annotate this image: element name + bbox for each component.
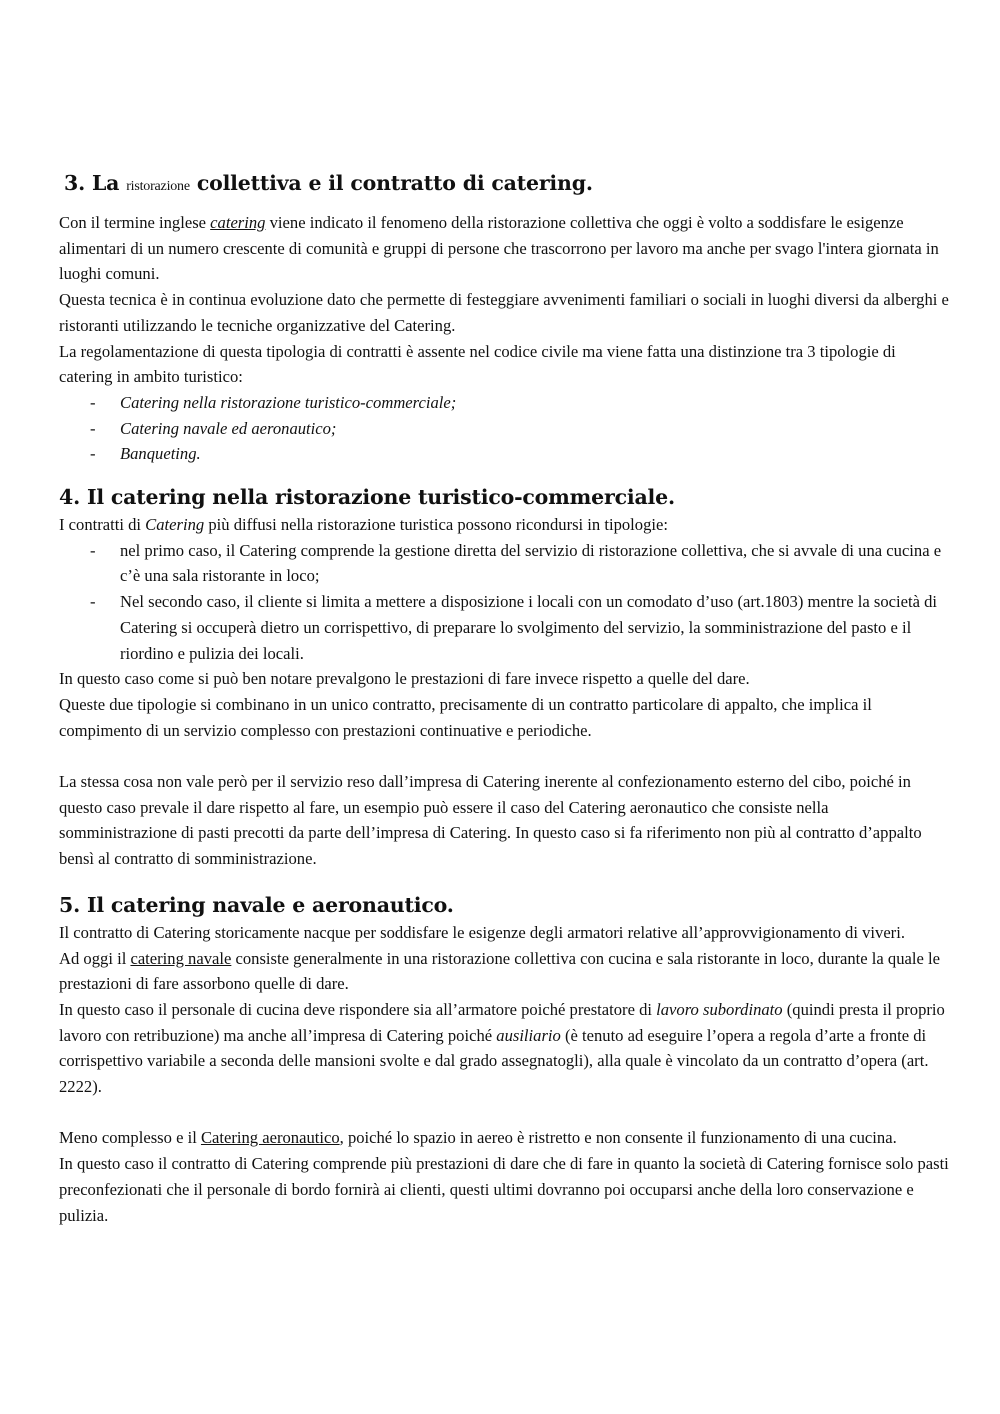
section-5-heading: 5. Il catering navale e aeronautico. xyxy=(59,892,454,917)
section-4-paragraph-1: In questo caso come si può ben notare prevalgono le prestazioni di fare invece rispetto a quelle del dare. xyxy=(59,669,750,689)
list-item: - Catering navale ed aeronautico; xyxy=(90,418,337,438)
section-5-paragraph-2: Ad oggi il catering navale consiste generalmente in una ristorazione collettiva con cucina e sala ristorante in loco, durante la quale le prestazioni di fare assorbono quelle di dare. xyxy=(59,948,940,994)
term-lavoro-subordinato: lavoro subordinato xyxy=(656,999,783,1019)
section-5-paragraph-1: Il contratto di Catering storicamente nacque per soddisfare le esigenze degli armatori relative all’approvvigionamento di viveri. xyxy=(59,922,905,942)
list-item: - Banqueting. xyxy=(90,444,201,464)
section-5-paragraph-4: Meno complesso e il Catering aeronautico, poiché lo spazio in aereo è ristretto e non consente il funzionamento di una cucina. xyxy=(59,1128,897,1148)
section-3-paragraph-2: Questa tecnica è in continua evoluzione dato che permette di festeggiare avvenimenti familiari o sociali in luoghi diversi da alberghi e ristoranti utilizzando le tecniche organizzative del Catering. xyxy=(59,290,949,335)
list-item: - nel primo caso, il Catering comprende la gestione diretta del servizio di ristorazione collettiva, che si avvale di una cucina e c’è una sala ristorante in loco; xyxy=(90,540,942,586)
term-catering-aeronautico: Catering aeronautico xyxy=(200,1128,340,1148)
paragraph-gap xyxy=(59,743,949,769)
document-body xyxy=(59,168,949,1228)
term-catering-italic: Catering xyxy=(145,515,205,535)
section-3-heading xyxy=(64,168,949,202)
heading-number: 3. La xyxy=(64,171,120,195)
section-4-paragraph-3: La stessa cosa non vale però per il servizio reso dall’impresa di Catering inerente al confezionamento esterno del cibo, poiché in questo caso prevale il dare rispetto al fare, un esempio può essere il caso del Catering aeronautico che consiste nella somministrazione di pasti precotti da parte dell’impresa di Catering. In questo caso si fa riferimento non più al contratto d’appalto bensì al contratto di somministrazione. xyxy=(59,772,922,869)
section-3-paragraph-1: Con il termine inglese catering viene indicato il fenomeno della ristorazione collettiva che oggi è volto a soddisfare le esigenze alimentari di un numero crescente di comunità e gruppi di persone che trascorrono per lavoro ma anche per svago l'intera giornata in luoghi comuni. xyxy=(59,213,939,284)
section-5-paragraph-3: In questo caso il personale di cucina deve rispondere sia all’armatore poiché prestatore di lavoro subordinato (quindi presta il proprio lavoro con retribuzione) ma anche all’impresa di Catering poiché ausiliario (è tenuto ad eseguire l’opera a regola d’arte a fronte di corrispettivo variabile a seconda delle mansioni svolte e dal grado assegnatogli), alla quale è vincolato da un contratto d’opera (art. 2222). xyxy=(59,999,945,1097)
section-5-paragraph-5: In questo caso il contratto di Catering comprende più prestazioni di dare che di fare in quanto la società di Catering fornisce solo pasti preconfezionati che il personale di bordo fornirà ai clienti, questi ultimi dovranno poi occuparsi anche della loro conservazione e pulizia. xyxy=(59,1154,949,1225)
term-ausiliario: ausiliario xyxy=(496,1025,561,1045)
paragraph-gap xyxy=(59,1100,949,1126)
section-4-heading: 4. Il catering nella ristorazione turistico-commerciale. xyxy=(59,485,675,510)
term-catering: catering xyxy=(210,213,266,232)
list-item: - Catering nella ristorazione turistico-commerciale; xyxy=(90,392,457,412)
section-4-paragraph-2: Queste due tipologie si combinano in un unico contratto, precisamente di un contratto particolare di appalto, che implica il compimento di un servizio complesso con prestazioni continuative e periodiche. xyxy=(59,694,872,740)
section-4-intro: I contratti di Catering più diffusi nella ristorazione turistica possono ricondursi in tipologie: xyxy=(59,515,668,535)
section-3-paragraph-3: La regolamentazione di questa tipologia di contratti è assente nel codice civile ma viene fatta una distinzione tra 3 tipologie di catering in ambito turistico: xyxy=(59,341,896,387)
section-4-list xyxy=(59,538,949,667)
list-item: - Nel secondo caso, il cliente si limita a mettere a disposizione i locali con un comodato d’uso (art.1803) mentre la società di Catering si occuperà dietro un corrispettivo, di preparare lo svolgimento del servizio, la somministrazione del pasto e il riordino e pulizia dei locali. xyxy=(90,592,937,663)
section-3-list xyxy=(59,390,949,467)
term-catering-navale: catering navale xyxy=(130,948,232,968)
heading-small-word: ristorazione xyxy=(126,179,190,194)
heading-rest: collettiva e il contratto di catering. xyxy=(196,171,593,195)
